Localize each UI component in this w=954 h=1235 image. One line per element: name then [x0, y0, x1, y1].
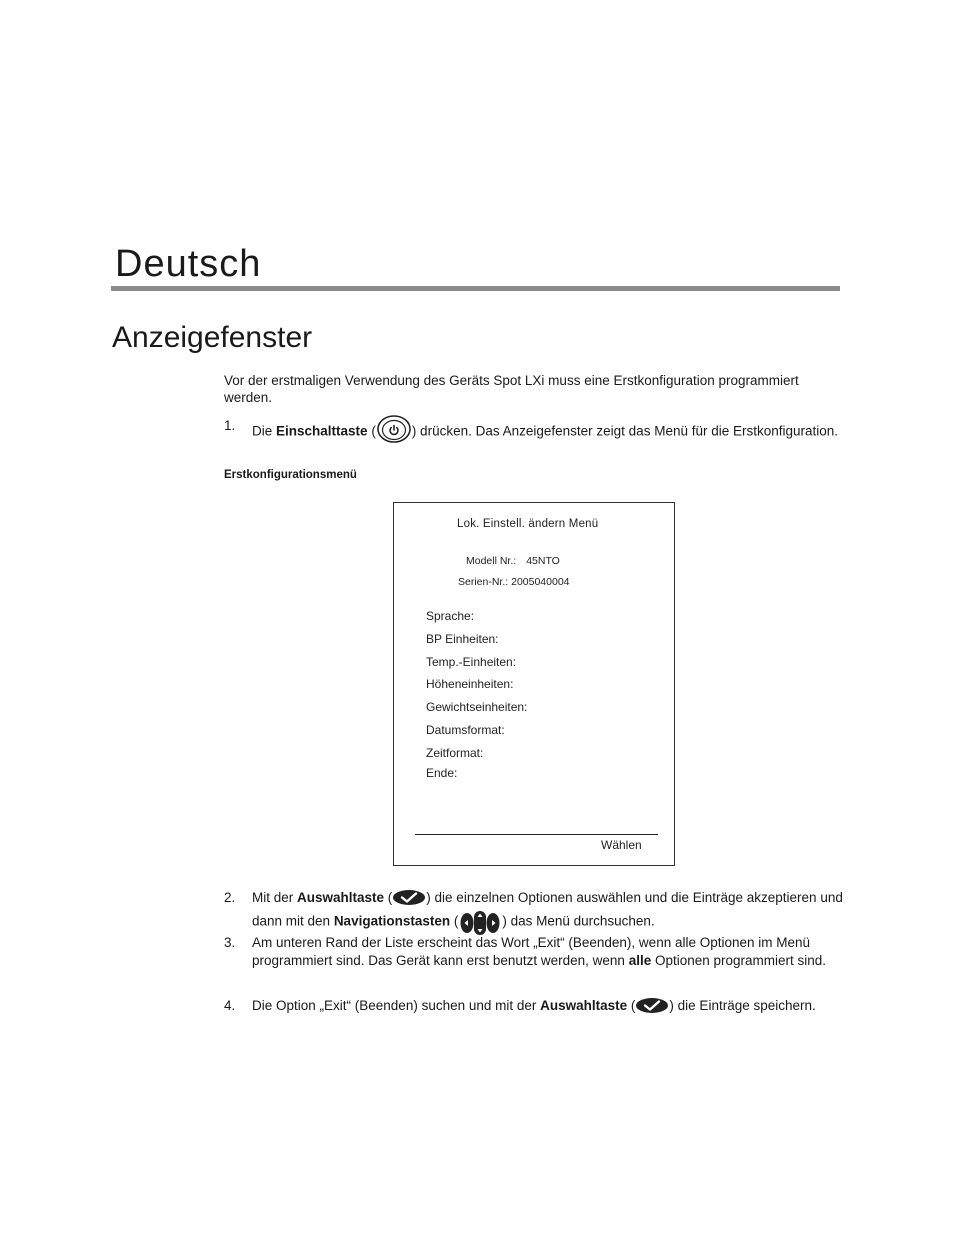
emphasis-all: alle — [628, 953, 652, 968]
select-key-label: Auswahltaste — [540, 998, 628, 1013]
step-text-part: ( — [384, 890, 393, 905]
menu-item-date-format: Datumsformat: — [426, 723, 505, 737]
menu-item-language: Sprache: — [426, 609, 475, 623]
menu-item-temp-units: Temp.-Einheiten: — [426, 655, 517, 669]
screen-serial: Serien-Nr.: 2005040004 — [458, 576, 570, 588]
navigation-keys-label: Navigationstasten — [333, 913, 451, 929]
step-text — [252, 934, 848, 970]
step-text — [252, 889, 848, 937]
figure-caption: Erstkonfigurationsmenü — [224, 469, 357, 481]
step-number: 1. — [224, 418, 236, 433]
step-number: 3. — [224, 935, 236, 950]
checkmark-button-icon — [635, 997, 669, 1014]
step-text — [252, 417, 848, 447]
section-title: Anzeigefenster — [112, 321, 313, 354]
page-title: Deutsch — [115, 243, 262, 285]
step-text-part: ( — [450, 913, 459, 929]
step-text — [252, 997, 848, 1015]
menu-item-bp-units: BP Einheiten: — [426, 632, 499, 646]
screen-model — [466, 555, 560, 567]
step-text-part: Die Option „Exit“ (Beenden) suchen und mit der — [252, 998, 541, 1013]
menu-item-weight-units: Gewichtseinheiten: — [426, 700, 528, 714]
step-text-part: ) die Einträge speichern. — [669, 998, 816, 1013]
step-text-part: ( — [627, 998, 636, 1013]
step-text-part: ) die einzelnen Optionen auswählen und die Einträge akzeptieren und dann mit den — [252, 890, 843, 929]
display-screen — [393, 502, 675, 866]
title-rule — [111, 286, 840, 291]
menu-item-time-format: Zeitformat: — [426, 746, 484, 760]
select-key-label: Auswahltaste — [297, 890, 385, 905]
step-text-part: Mit der — [252, 890, 298, 905]
step-text-part: ( — [367, 423, 376, 439]
menu-item-exit: Ende: — [426, 766, 458, 780]
step-text-part: Die — [252, 423, 277, 439]
power-button-icon — [376, 414, 412, 444]
menu-item-height-units: Höheneinheiten: — [426, 677, 514, 691]
screen-divider — [415, 834, 658, 835]
screen-model-label: Modell Nr.: — [466, 555, 517, 567]
step-text-part: ) drücken. Das Anzeigefenster zeigt das Menü für die Erstkonfiguration. — [411, 423, 839, 439]
intro-paragraph: Vor der erstmaligen Verwendung des Geräts Spot LXi muss eine Erstkonfiguration programmiert werden. — [224, 373, 799, 405]
power-key-label: Einschalttaste — [276, 423, 368, 439]
step-text-part: Optionen programmiert sind. — [651, 953, 827, 968]
step-text-part: Am unteren Rand der Liste erscheint das Wort „Exit“ (Beenden), wenn alle Optionen im Menü programmiert sind. Das Gerät kann erst benutzt werden, wenn — [252, 935, 811, 968]
checkmark-button-icon — [392, 889, 426, 906]
screen-title: Lok. Einstell. ändern Menü — [457, 518, 599, 530]
step-number: 2. — [224, 890, 236, 905]
screen-model-value: 45NTO — [526, 555, 560, 567]
screen-select-label: Wählen — [601, 838, 642, 852]
step-number: 4. — [224, 998, 236, 1013]
step-text-part: ) das Menü durchsuchen. — [502, 913, 655, 929]
